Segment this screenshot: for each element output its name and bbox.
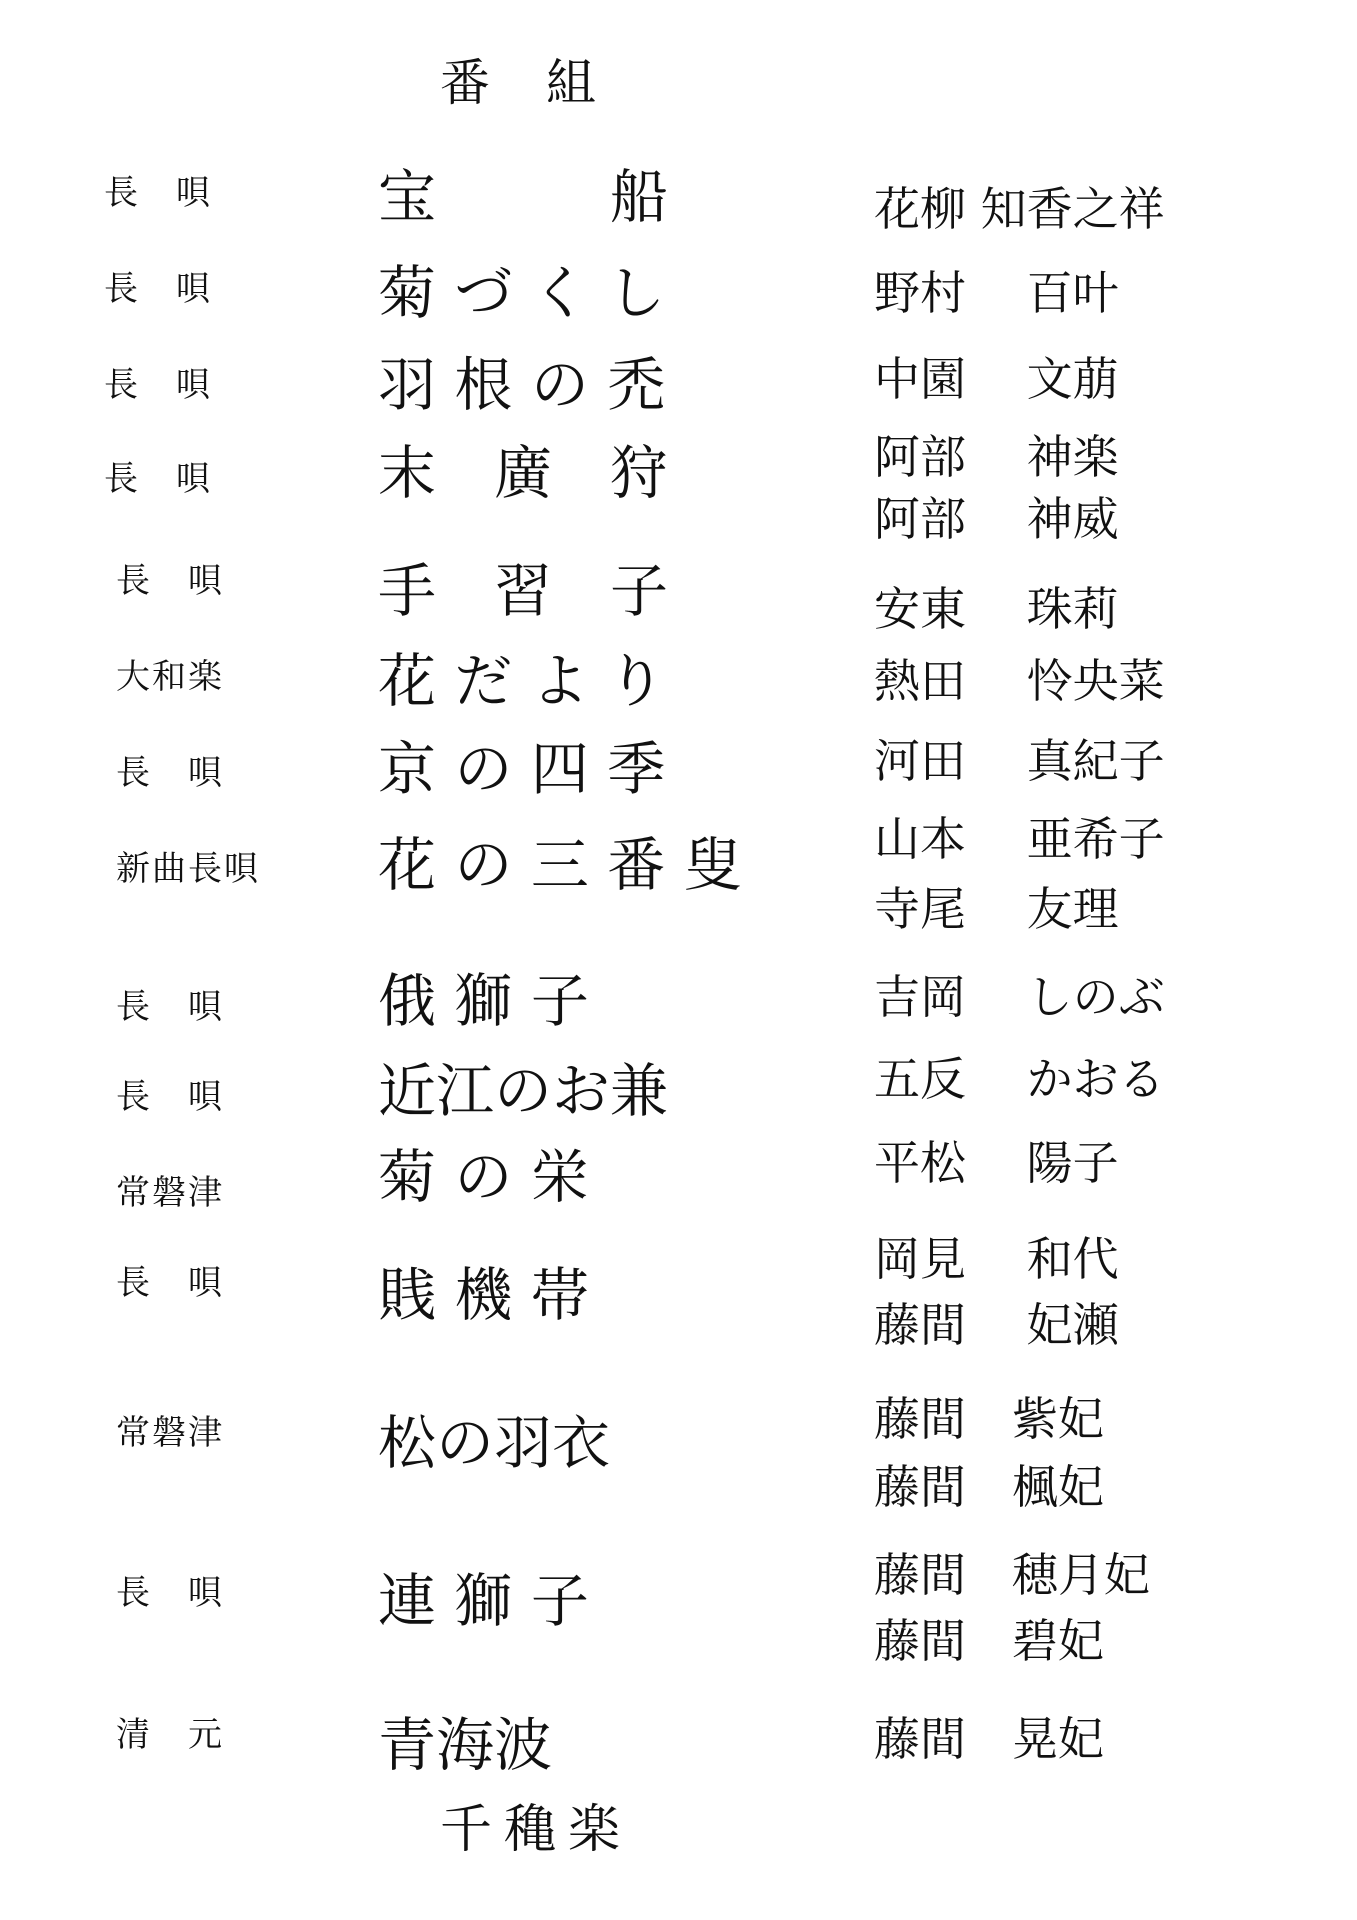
- piece-title: 花 の 三 番 叟: [378, 831, 742, 899]
- genre-label: 長 唄: [116, 561, 224, 601]
- piece-title: 花 だ よ り: [378, 647, 666, 715]
- performer-name: 花柳 知香之祥: [874, 182, 1165, 236]
- performer-name: 藤間 楓妃: [874, 1460, 1104, 1514]
- piece-title: 連 獅 子: [378, 1567, 589, 1635]
- performer-name: 熱田 怜央菜: [874, 654, 1165, 708]
- piece-title: 近江のお兼: [378, 1057, 669, 1125]
- genre-label: 長 唄: [104, 269, 212, 309]
- performer-name: 寺尾 友理: [874, 882, 1119, 936]
- finale-label: 千穐楽: [440, 1800, 633, 1860]
- performer-name: 藤間 晃妃: [874, 1712, 1104, 1766]
- genre-label: 長 唄: [116, 753, 224, 793]
- piece-title: 賎 機 帯: [378, 1261, 589, 1329]
- performer-name: 藤間 紫妃: [874, 1392, 1104, 1446]
- genre-label: 長 唄: [104, 459, 212, 499]
- performer-name: 吉岡 しのぶ: [874, 970, 1165, 1024]
- piece-title: 京 の 四 季: [378, 735, 666, 803]
- performer-name: 山本 亜希子: [874, 812, 1165, 866]
- piece-title: 俄 獅 子: [378, 967, 589, 1035]
- performer-name: 平松 陽子: [874, 1136, 1119, 1190]
- piece-title: 菊 の 栄: [378, 1143, 589, 1211]
- genre-label: 長 唄: [116, 1573, 224, 1613]
- performer-name: 藤間 碧妃: [874, 1614, 1104, 1668]
- performer-name: 藤間 穂月妃: [874, 1548, 1150, 1602]
- genre-label: 長 唄: [116, 1263, 224, 1303]
- piece-title: 青海波: [378, 1711, 553, 1779]
- piece-title: 羽 根 の 禿: [378, 351, 666, 419]
- genre-label: 大和楽: [116, 657, 224, 697]
- genre-label: 常磐津: [116, 1173, 224, 1213]
- performer-name: 五反 かおる: [874, 1052, 1165, 1106]
- performer-name: 野村 百叶: [874, 266, 1119, 320]
- piece-title: 手 習 子: [378, 557, 669, 625]
- performer-name: 阿部 神威: [874, 492, 1119, 546]
- genre-label: 新曲長唄: [116, 849, 260, 889]
- genre-label: 長 唄: [104, 365, 212, 405]
- performer-name: 阿部 神楽: [874, 430, 1119, 484]
- piece-title: 宝 船: [378, 163, 669, 231]
- piece-title: 末 廣 狩: [378, 439, 669, 507]
- piece-title: 菊 づ く し: [378, 259, 666, 327]
- genre-label: 清 元: [116, 1715, 224, 1755]
- piece-title: 松の羽衣: [378, 1409, 611, 1477]
- performer-name: 安東 珠莉: [874, 582, 1119, 636]
- page-title: 番組: [440, 54, 652, 112]
- performer-name: 河田 真紀子: [874, 734, 1165, 788]
- genre-label: 長 唄: [116, 987, 224, 1027]
- performer-name: 中園 文萠: [874, 352, 1119, 406]
- genre-label: 長 唄: [116, 1077, 224, 1117]
- genre-label: 常磐津: [116, 1413, 224, 1453]
- genre-label: 長 唄: [104, 173, 212, 213]
- performer-name: 藤間 妃瀬: [874, 1298, 1119, 1352]
- performer-name: 岡見 和代: [874, 1232, 1119, 1286]
